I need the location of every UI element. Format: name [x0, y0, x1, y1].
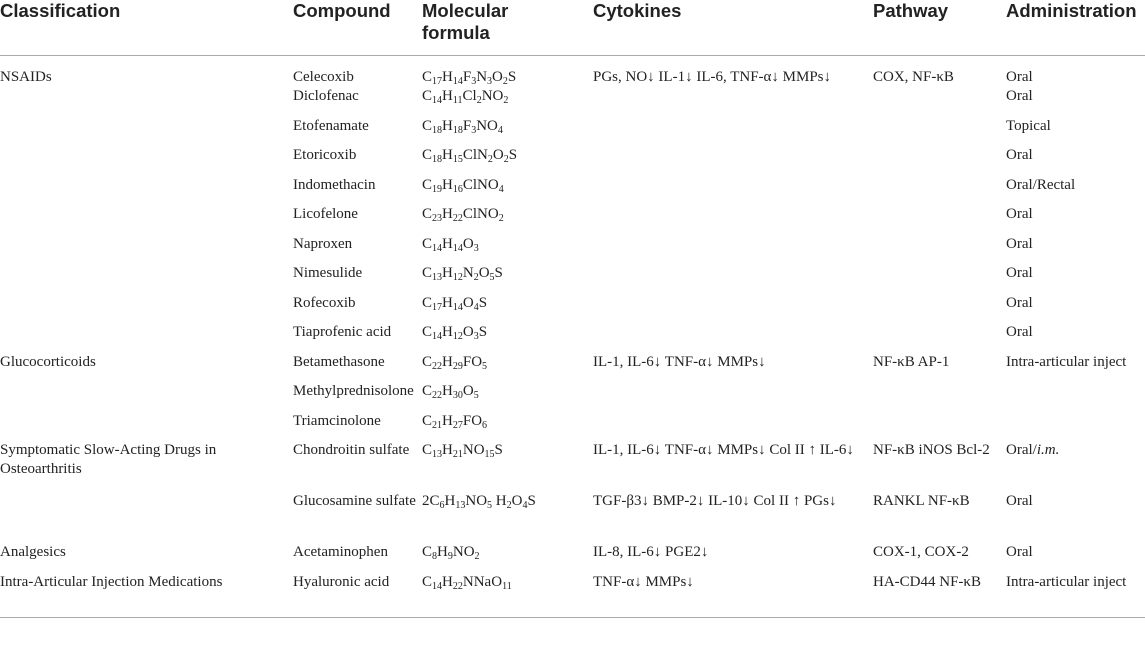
cell-compound	[293, 146, 422, 176]
cell-administration-text: Intra-articular inject	[1006, 353, 1127, 370]
cell-administration-text: Oral	[1006, 88, 1033, 104]
cell-classification	[0, 382, 293, 412]
cell-molecular-formula-text: $2C_6H_{13}NO_5$ $H_2O_4S$	[422, 493, 536, 511]
cell-cytokines-text: TGF-β3↓ BMP-2↓ IL-10↓ Col II ↑ PGs↓	[593, 493, 837, 509]
cell-compound-text: Etoricoxib	[293, 147, 357, 163]
cell-pathway	[873, 235, 1006, 265]
cell-pathway-text: COX-1, COX-2	[873, 544, 969, 560]
cell-administration-text: Oral	[1006, 69, 1033, 85]
cell-administration	[1006, 205, 1145, 235]
cell-pathway	[873, 294, 1006, 324]
cell-compound-text: Etofenamate	[293, 117, 369, 134]
cell-compound	[293, 412, 422, 442]
cell-administration-text: Oral	[1006, 147, 1033, 163]
cell-molecular-formula-text: $C_{14}H_{14}O_3$	[422, 235, 479, 254]
cell-compound	[293, 323, 422, 353]
cell-administration	[1006, 87, 1145, 117]
cell-cytokines-text: IL-1, IL-6↓ TNF-α↓ MMPs↓ Col II ↑ IL-6↓	[593, 442, 854, 458]
cell-classification	[0, 146, 293, 176]
header-cytokines: Cytokines	[593, 0, 873, 56]
cell-molecular-formula	[422, 573, 593, 618]
cell-molecular-formula	[422, 56, 593, 88]
cell-compound	[293, 492, 422, 543]
cell-molecular-formula-text: $C_{17}H_{14}F_3N_3O_2S$	[422, 69, 517, 87]
cell-compound-text: Methylprednisolone	[293, 383, 414, 399]
cell-molecular-formula-text: $C_{13}H_{21}NO_{15}S$	[422, 442, 503, 460]
cell-cytokines	[593, 264, 873, 294]
cell-administration-text: Oral	[1006, 265, 1033, 281]
cell-pathway-text: NF-κB iNOS Bcl-2	[873, 442, 990, 458]
cell-pathway	[873, 264, 1006, 294]
cell-cytokines	[593, 382, 873, 412]
cell-pathway	[873, 205, 1006, 235]
cell-molecular-formula	[422, 294, 593, 324]
cell-classification-text: Analgesics	[0, 544, 66, 560]
cell-compound-text: Chondroitin sulfate	[293, 442, 410, 458]
cell-cytokines	[593, 323, 873, 353]
table-row	[0, 235, 1145, 265]
cell-administration-text: Topical	[1006, 117, 1051, 134]
table-row	[0, 382, 1145, 412]
cell-molecular-formula-text: $C_{14}H_{22}NNaO_{11}$	[422, 573, 512, 592]
cell-molecular-formula-text: $C_8H_9NO_2$	[422, 544, 480, 562]
cell-classification-text: Symptomatic Slow-Acting Drugs in Osteoarthritis	[0, 442, 217, 477]
cell-administration	[1006, 235, 1145, 265]
cell-cytokines	[593, 353, 873, 383]
cell-molecular-formula	[422, 353, 593, 383]
table-body	[0, 56, 1145, 618]
cell-cytokines	[593, 441, 873, 492]
cell-classification	[0, 412, 293, 442]
cell-cytokines	[593, 176, 873, 206]
cell-administration	[1006, 492, 1145, 543]
cell-cytokines-text: PGs, NO↓ IL-1↓ IL-6, TNF-α↓ MMPs↓	[593, 69, 832, 85]
cell-compound	[293, 441, 422, 492]
cell-pathway	[873, 146, 1006, 176]
cell-molecular-formula	[422, 264, 593, 294]
table-row	[0, 146, 1145, 176]
cell-molecular-formula-text: $C_{14}H_{12}O_3S$	[422, 324, 488, 342]
cell-administration-text: Oral	[1006, 206, 1033, 222]
table-row	[0, 543, 1145, 573]
cell-compound-text: Licofelone	[293, 206, 358, 222]
cell-pathway	[873, 87, 1006, 117]
cell-compound	[293, 56, 422, 88]
cell-cytokines	[593, 412, 873, 442]
table-row	[0, 87, 1145, 117]
cell-pathway	[873, 176, 1006, 206]
header-pathway: Pathway	[873, 0, 1006, 56]
cell-pathway	[873, 56, 1006, 88]
table-row	[0, 117, 1145, 147]
cell-compound	[293, 205, 422, 235]
cell-administration	[1006, 117, 1145, 147]
cell-compound-text: Glucosamine sulfate	[293, 493, 416, 509]
cell-classification-text: Intra-Articular Injection Medications	[0, 573, 223, 590]
cell-classification	[0, 176, 293, 206]
cell-administration	[1006, 573, 1145, 618]
cell-pathway	[873, 441, 1006, 492]
cell-pathway	[873, 382, 1006, 412]
cell-molecular-formula-text: $C_{18}H_{18}F_3NO_4$	[422, 117, 503, 136]
header-molecular-formula: Molecular formula	[422, 0, 593, 56]
cell-compound	[293, 87, 422, 117]
cell-pathway	[873, 492, 1006, 543]
cell-cytokines	[593, 205, 873, 235]
cell-administration-text: Oral/Rectal	[1006, 176, 1076, 193]
cell-classification-text: Glucocorticoids	[0, 353, 96, 370]
cell-compound-text: Nimesulide	[293, 265, 363, 281]
cell-compound	[293, 382, 422, 412]
cell-molecular-formula	[422, 492, 593, 543]
cell-compound-text: Celecoxib	[293, 69, 354, 85]
table-row	[0, 353, 1145, 383]
cell-compound-text: Indomethacin	[293, 176, 376, 193]
cell-compound-text: Acetaminophen	[293, 544, 388, 560]
cell-cytokines	[593, 146, 873, 176]
cell-molecular-formula	[422, 412, 593, 442]
cell-molecular-formula	[422, 117, 593, 147]
cell-molecular-formula	[422, 543, 593, 573]
cell-pathway	[873, 323, 1006, 353]
cell-molecular-formula-text: $C_{19}H_{16}ClNO_4$	[422, 176, 504, 195]
cell-molecular-formula	[422, 382, 593, 412]
header-administration: Administration	[1006, 0, 1145, 56]
cell-classification	[0, 264, 293, 294]
cell-molecular-formula-text: $C_{13}H_{12}N_2O_5S$	[422, 265, 503, 283]
cell-administration	[1006, 412, 1145, 442]
cell-molecular-formula-text: $C_{23}H_{22}ClNO_2$	[422, 206, 504, 224]
cell-molecular-formula-text: $C_{18}H_{15}ClN_2O_2S$	[422, 147, 518, 165]
cell-compound-text: Tiaprofenic acid	[293, 324, 392, 340]
cell-classification	[0, 323, 293, 353]
table-row	[0, 412, 1145, 442]
header-classification: Classification	[0, 0, 293, 56]
cell-cytokines-text: IL-1, IL-6↓ TNF-α↓ MMPs↓	[593, 353, 766, 370]
cell-compound	[293, 573, 422, 618]
cell-compound	[293, 294, 422, 324]
table-row	[0, 492, 1145, 543]
cell-compound-text: Naproxen	[293, 235, 353, 252]
cell-pathway	[873, 543, 1006, 573]
cell-pathway-text: HA-CD44 NF-κB	[873, 573, 981, 590]
cell-administration-text: Oral	[1006, 544, 1033, 560]
table-row	[0, 323, 1145, 353]
cell-molecular-formula	[422, 146, 593, 176]
cell-compound-text: Rofecoxib	[293, 294, 356, 311]
cell-classification	[0, 87, 293, 117]
cell-cytokines	[593, 87, 873, 117]
cell-molecular-formula-text: $C_{17}H_{14}O_4S$	[422, 294, 488, 313]
cell-cytokines	[593, 235, 873, 265]
table-row	[0, 441, 1145, 492]
cell-molecular-formula-text: $C_{14}H_{11}Cl_2NO_2$	[422, 88, 509, 106]
cell-administration-text: Oral/i.m.	[1006, 442, 1060, 458]
cell-classification	[0, 56, 293, 88]
cell-compound	[293, 353, 422, 383]
cell-classification	[0, 441, 293, 492]
cell-cytokines	[593, 543, 873, 573]
cell-compound-text: Triamcinolone	[293, 412, 381, 429]
cell-molecular-formula-text: $C_{22}H_{29}FO_5$	[422, 353, 488, 372]
cell-molecular-formula	[422, 441, 593, 492]
cell-pathway	[873, 117, 1006, 147]
cell-molecular-formula	[422, 205, 593, 235]
cell-classification	[0, 235, 293, 265]
cell-administration	[1006, 146, 1145, 176]
cell-compound	[293, 176, 422, 206]
cell-classification	[0, 353, 293, 383]
cell-administration-text: Oral	[1006, 294, 1033, 311]
cell-molecular-formula	[422, 87, 593, 117]
cell-classification-text: NSAIDs	[0, 69, 52, 85]
cell-compound-text: Hyaluronic acid	[293, 573, 390, 590]
table-row	[0, 573, 1145, 618]
cell-compound	[293, 117, 422, 147]
cell-compound	[293, 235, 422, 265]
cell-molecular-formula-text: $C_{21}H_{27}FO_6$	[422, 412, 488, 431]
cell-cytokines-text: IL-8, IL-6↓ PGE2↓	[593, 544, 709, 560]
cell-administration	[1006, 543, 1145, 573]
cell-classification	[0, 205, 293, 235]
cell-administration	[1006, 56, 1145, 88]
cell-compound	[293, 264, 422, 294]
header-compound: Compound	[293, 0, 422, 56]
cell-classification	[0, 117, 293, 147]
cell-classification	[0, 294, 293, 324]
cell-administration	[1006, 264, 1145, 294]
cell-compound-text: Diclofenac	[293, 88, 359, 104]
cell-administration	[1006, 382, 1145, 412]
cell-molecular-formula-text: $C_{22}H_{30}O_5$	[422, 383, 479, 401]
cell-molecular-formula	[422, 235, 593, 265]
table-row	[0, 205, 1145, 235]
cell-pathway	[873, 412, 1006, 442]
cell-cytokines	[593, 492, 873, 543]
cell-pathway	[873, 353, 1006, 383]
cell-classification	[0, 573, 293, 618]
cell-cytokines	[593, 117, 873, 147]
table-row	[0, 56, 1145, 88]
header-row	[0, 0, 1145, 56]
cell-classification	[0, 543, 293, 573]
cell-administration	[1006, 176, 1145, 206]
cell-administration-text: Oral	[1006, 324, 1033, 340]
cell-administration-text: Oral	[1006, 235, 1033, 252]
cell-pathway-text: RANKL NF-κB	[873, 493, 970, 509]
cell-pathway-text: NF-κB AP-1	[873, 353, 950, 370]
cell-compound-text: Betamethasone	[293, 353, 385, 370]
table-row	[0, 176, 1145, 206]
cell-cytokines	[593, 56, 873, 88]
table-header	[0, 0, 1145, 56]
cell-administration	[1006, 441, 1145, 492]
cell-cytokines	[593, 294, 873, 324]
cell-molecular-formula	[422, 176, 593, 206]
cell-administration	[1006, 323, 1145, 353]
table-row	[0, 294, 1145, 324]
table-row	[0, 264, 1145, 294]
cell-pathway-text: COX, NF-κB	[873, 69, 954, 85]
cell-molecular-formula	[422, 323, 593, 353]
cell-cytokines-text: TNF-α↓ MMPs↓	[593, 573, 694, 590]
cell-administration-text: Oral	[1006, 493, 1033, 509]
cell-administration	[1006, 353, 1145, 383]
cell-cytokines	[593, 573, 873, 618]
cell-classification	[0, 492, 293, 543]
cell-administration-text: Intra-articular inject	[1006, 573, 1127, 590]
cell-administration	[1006, 294, 1145, 324]
cell-pathway	[873, 573, 1006, 618]
cell-compound	[293, 543, 422, 573]
